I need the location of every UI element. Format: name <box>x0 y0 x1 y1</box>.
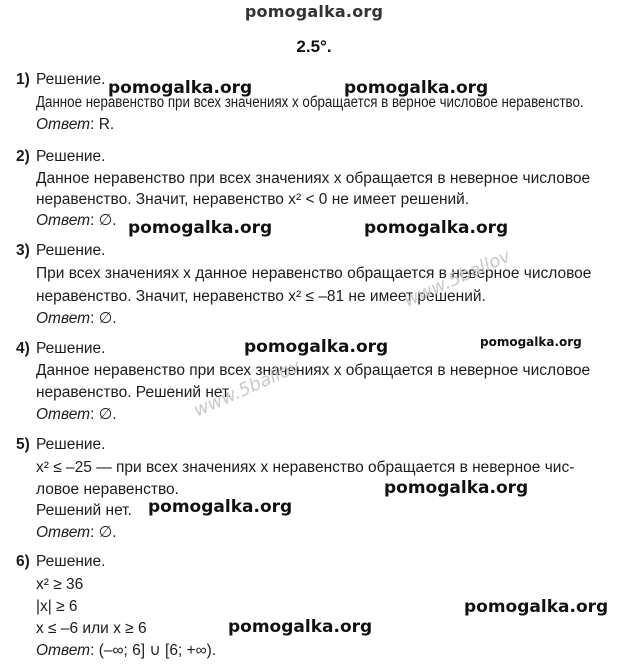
site-watermark: pomogalka.org <box>344 78 489 98</box>
solution-1-line-1: Данное неравенство при всех значениях x обращается в верное числовое неравенство. <box>36 94 584 111</box>
solution-2-heading <box>16 148 105 166</box>
solution-6-heading <box>16 553 105 571</box>
solution-1-heading <box>16 71 105 89</box>
solution-2-line-1: Данное неравенство при всех значениях x обращается в неверное числовое <box>36 170 591 187</box>
solution-2-line-2: неравенство. Значит, неравенство x² < 0 не имеет решений. <box>36 191 470 208</box>
site-watermark: pomogalka.org <box>244 337 389 357</box>
solution-heading: Решение. <box>36 436 106 453</box>
site-watermark: pomogalka.org <box>480 335 582 349</box>
solution-number: 4) <box>16 340 30 357</box>
answer-value: : (–∞; 6] ∪ [6; +∞). <box>90 642 217 659</box>
answer-label: Ответ <box>36 524 91 541</box>
solution-4-answer <box>36 406 117 424</box>
answer-value: : ∅. <box>90 406 117 423</box>
solution-3-line-2: неравенство. Значит, неравенство x² ≤ –81 не имеет решений. <box>36 288 486 305</box>
solution-heading: Решение. <box>36 242 106 259</box>
solution-5-line-3: Решений нет. <box>36 502 132 519</box>
site-watermark: pomogalka.org <box>108 78 253 98</box>
solution-5-line-2: ловое неравенство. <box>36 481 179 498</box>
solution-4-line-1: Данное неравенство при всех значениях x обращается в неверное числовое <box>36 362 591 379</box>
solution-number: 5) <box>16 436 30 453</box>
solution-3-answer <box>36 310 117 328</box>
solution-heading: Решение. <box>36 340 106 357</box>
solution-heading: Решение. <box>36 148 106 165</box>
site-watermark: pomogalka.org <box>384 478 529 498</box>
solution-number: 2) <box>16 148 30 165</box>
solution-1-answer <box>36 116 114 134</box>
solution-5-answer <box>36 524 117 542</box>
solution-4-heading <box>16 340 105 358</box>
solution-number: 3) <box>16 242 30 259</box>
answer-label: Ответ <box>36 212 91 229</box>
site-watermark: pomogalka.org <box>128 218 273 238</box>
solution-5-line-1: x² ≤ –25 — при всех значениях x неравенство обращается в неверное чис- <box>36 459 575 476</box>
answer-label: Ответ <box>36 116 91 133</box>
answer-label: Ответ <box>36 310 91 327</box>
exercise-title: 2.5°. <box>296 37 332 56</box>
answer-value: : ∅. <box>90 310 117 327</box>
solution-3-line-1: При всех значениях x данное неравенство обращается в неверное числовое <box>36 265 592 282</box>
solution-6-line-1: x² ≥ 36 <box>36 576 84 593</box>
solution-6-line-3: x ≤ –6 или x ≥ 6 <box>36 620 147 637</box>
answer-value: : ∅. <box>90 212 117 229</box>
solution-heading: Решение. <box>36 553 106 570</box>
site-watermark-top: pomogalka.org <box>244 2 384 21</box>
solution-number: 1) <box>16 71 30 88</box>
site-watermark: pomogalka.org <box>464 597 609 617</box>
faint-watermark: www.5ballov <box>190 355 304 422</box>
solution-number: 6) <box>16 553 30 570</box>
faint-watermark: www.5ballov <box>400 245 514 312</box>
answer-label: Ответ <box>36 406 91 423</box>
solution-2-answer <box>36 212 117 230</box>
site-watermark: pomogalka.org <box>228 617 373 637</box>
answer-label: Ответ <box>36 642 91 659</box>
solution-4-line-2: неравенство. Решений нет. <box>36 384 232 401</box>
solution-6-line-2: |x| ≥ 6 <box>36 598 78 615</box>
site-watermark: pomogalka.org <box>148 497 293 517</box>
site-watermark: pomogalka.org <box>364 218 509 238</box>
answer-value: : ∅. <box>90 524 117 541</box>
solution-3-heading <box>16 242 105 260</box>
solution-5-heading <box>16 436 105 454</box>
answer-value: : R. <box>90 116 115 133</box>
solution-heading: Решение. <box>36 71 106 88</box>
solution-6-answer <box>36 642 216 660</box>
